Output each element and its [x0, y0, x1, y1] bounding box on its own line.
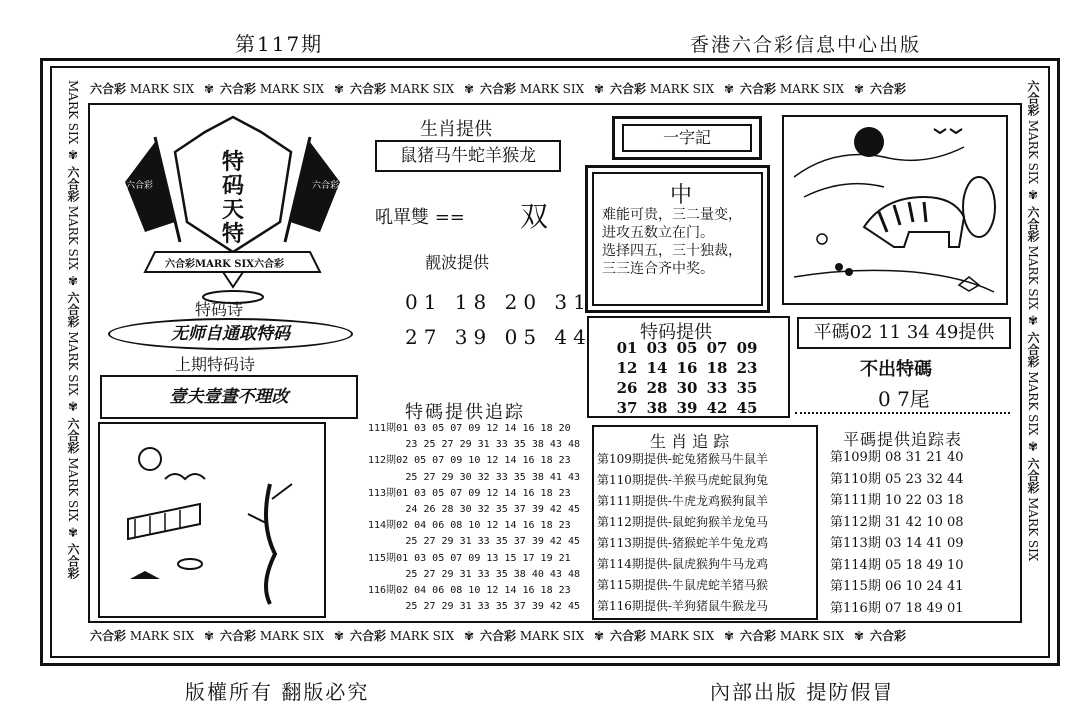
- list-item: 第111期提供-牛虎龙鸡猴狗鼠羊: [597, 494, 768, 508]
- footer-copyright: 版權所有 翻版必究: [185, 680, 370, 704]
- landscape-sketch-icon: [100, 424, 324, 616]
- prev-poem-label: 上期特码诗: [175, 355, 256, 374]
- special-track-title: 特碼提供追踪: [405, 402, 525, 423]
- oneword-char: 中: [670, 183, 693, 208]
- border-top: [90, 80, 1020, 98]
- rail-item: 六合彩 MARK SIX ✾: [610, 629, 734, 643]
- zodiac-track-list: [597, 449, 815, 617]
- rail-item: 六合彩: [870, 629, 907, 643]
- list-item: 第109期 08 31 21 40: [830, 450, 964, 465]
- special-row: 26 28 30 33 35: [616, 379, 758, 397]
- oneword-line: 难能可贵，三二量变，: [602, 207, 742, 223]
- list-item: 第110期 05 23 32 44: [830, 471, 964, 487]
- zodiac-list: 鼠猪马牛蛇羊猴龙: [375, 140, 561, 172]
- zodiac-title: 生肖提供: [420, 119, 492, 140]
- zodiac-track-title: 生 肖 追 踪: [650, 432, 730, 451]
- track-row: 111期01 03 05 07 09 12 14 16 18 20: [368, 423, 571, 434]
- rail-item: 六合彩 MARK SIX ✾: [740, 82, 864, 96]
- wave-title: 靓波提供: [425, 253, 490, 272]
- track-row: 23 25 27 29 31 33 35 38 43 48: [405, 439, 580, 451]
- rail-item: 六合彩 MARK SIX ✾: [90, 629, 214, 643]
- poem-text: 无师自通取特码: [108, 318, 353, 350]
- emblem-flag-right: 六合彩: [312, 181, 340, 191]
- tail-value: 0 7尾: [878, 387, 930, 411]
- rail-item: 六合彩: [870, 82, 907, 96]
- oneword-line: 选择四五，三十独裁，: [602, 243, 742, 259]
- list-item: 第112期提供-鼠蛇狗猴羊龙兔马: [597, 515, 768, 529]
- single-double-label: 吼單雙 ==: [375, 207, 465, 228]
- rail-item: 六合彩 MARK SIX ✾: [90, 82, 214, 96]
- oneword-title: 一字記: [622, 124, 752, 152]
- track-row: 24 26 28 30 32 35 37 39 42 45: [405, 504, 580, 516]
- issue-number: 第117期: [235, 32, 324, 56]
- border-left: MARK SIX ✾ 六合彩 MARK SIX ✾ 六合彩 MARK SIX ✾ 六合彩 MARK SIX ✾ 六合彩: [66, 80, 80, 580]
- rail-item: 六合彩 MARK SIX ✾: [740, 629, 864, 643]
- list-item: 第110期提供-羊猴马虎蛇鼠狗兔: [597, 473, 768, 487]
- tiger-picture-icon: [784, 117, 1006, 303]
- rail-item: 六合彩 MARK SIX ✾: [480, 629, 604, 643]
- oneword-line: 三三连合齐中奖。: [602, 261, 714, 277]
- track-row: 25 27 29 31 33 35 37 39 42 45: [405, 536, 580, 548]
- divider: [795, 412, 1010, 414]
- track-row: 116期02 04 06 08 10 12 14 16 18 23: [368, 585, 571, 597]
- list-item: 第109期提供-蛇兔猪猴马牛鼠羊: [597, 452, 768, 466]
- flat-track-title: 平碼提供追踪表: [843, 430, 963, 449]
- list-item: 第111期 10 22 03 18: [830, 493, 964, 508]
- track-row: 114期02 04 06 08 10 12 14 16 18 23: [368, 520, 571, 532]
- poem-label: 特码诗: [195, 300, 244, 319]
- wave-row-1: 01 18 20 31: [405, 290, 592, 314]
- oneword-line: 进攻五数立在门。: [602, 225, 714, 241]
- publisher: 香港六合彩信息中心出版: [690, 34, 922, 56]
- border-right: 六合彩 MARK SIX ✾ 六合彩 MARK SIX ✾ 六合彩 MARK SIX ✾ 六合彩 MARK SIX: [1026, 80, 1040, 562]
- emblem-title: 特码天特: [221, 149, 244, 247]
- list-item: 第115期 06 10 24 41: [830, 579, 964, 594]
- list-item: 第114期提供-鼠虎猴狗牛马龙鸡: [597, 557, 768, 571]
- emblem-flag-left: 六合彩: [126, 181, 154, 191]
- list-item: 第116期提供-羊狗猪鼠牛猴龙马: [597, 599, 768, 613]
- no-special-label: 不出特碼: [860, 359, 932, 380]
- prev-poem-text: 壹夫壹晝不理改: [100, 375, 358, 419]
- list-item: 第116期 07 18 49 01: [830, 600, 964, 616]
- rail-item: 六合彩 MARK SIX ✾: [480, 82, 604, 96]
- track-row: 25 27 29 31 33 35 37 39 42 45: [405, 601, 580, 613]
- special-grid: [612, 338, 762, 418]
- rail-item: 六合彩 MARK SIX ✾: [220, 82, 344, 96]
- track-row: 25 27 29 30 32 33 35 38 41 43: [405, 471, 580, 483]
- flat-track-list: [830, 447, 1010, 619]
- track-row: 25 27 29 31 33 35 38 40 43 48: [405, 568, 580, 580]
- emblem-ribbon: 六合彩MARK SIX六合彩: [165, 259, 284, 270]
- flat-numbers: 平碼02 11 34 49提供: [797, 317, 1011, 349]
- list-item: 第113期 03 14 41 09: [830, 536, 964, 551]
- wave-row-2: 27 39 05 44: [405, 325, 592, 349]
- border-bottom: [90, 627, 1020, 645]
- track-row: 112期02 05 07 09 10 12 14 16 18 23: [368, 455, 571, 467]
- list-item: 第112期 31 42 10 08: [830, 514, 964, 530]
- special-row: 01 03 05 07 09: [616, 339, 758, 357]
- special-row: 37 38 39 42 45: [616, 399, 758, 417]
- footer-notice: 內部出版 提防假冒: [710, 680, 895, 704]
- track-row: 113期01 03 05 07 09 12 14 16 18 23: [368, 487, 571, 499]
- special-row: 12 14 16 18 23: [616, 359, 758, 377]
- track-row: 115期01 03 05 07 09 13 15 17 19 21: [368, 552, 571, 564]
- oneword-poem: [602, 206, 742, 278]
- list-item: 第115期提供-牛鼠虎蛇羊猪马猴: [597, 578, 768, 592]
- rail-item: 六合彩 MARK SIX ✾: [350, 629, 474, 643]
- list-item: 第113期提供-猪猴蛇羊牛兔龙鸡: [597, 536, 768, 550]
- special-title: 特码提供: [640, 322, 712, 343]
- list-item: 第114期 05 18 49 10: [830, 557, 964, 573]
- rail-item: 六合彩 MARK SIX ✾: [220, 629, 344, 643]
- single-double-value: 双: [520, 200, 549, 233]
- special-track-list: [368, 421, 580, 615]
- rail-item: 六合彩 MARK SIX ✾: [350, 82, 474, 96]
- rail-item: 六合彩 MARK SIX ✾: [610, 82, 734, 96]
